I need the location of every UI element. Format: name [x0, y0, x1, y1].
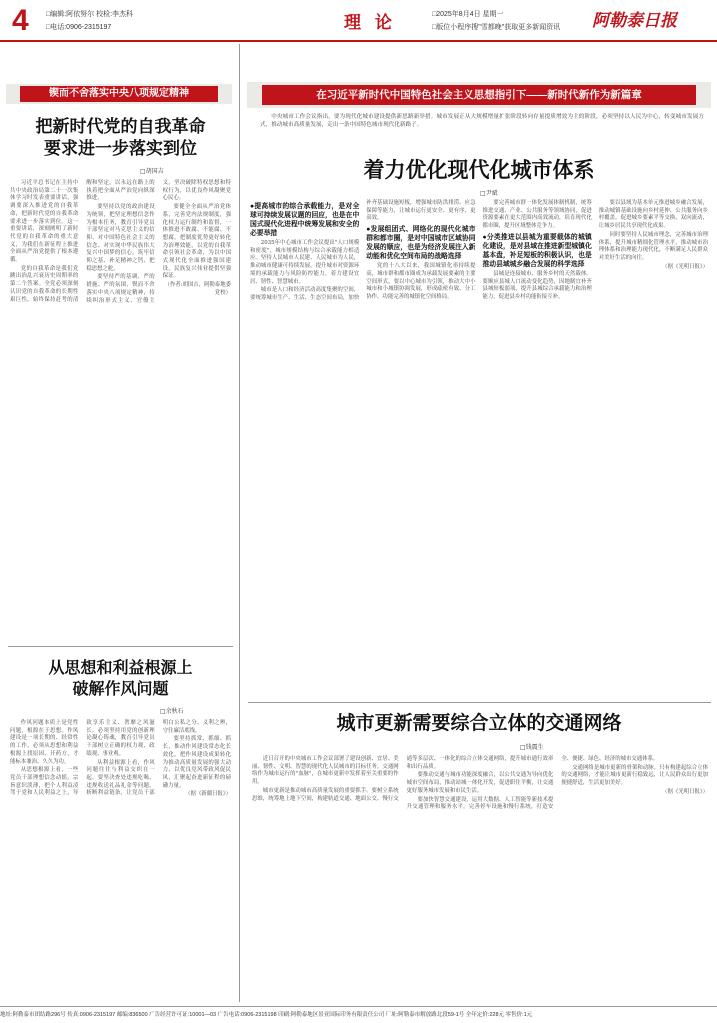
- article1-title-line2: 要求进一步落实到位: [44, 139, 197, 158]
- article1-title: [18, 116, 223, 160]
- article3-paragraph: 2035年中心城市工作会议提出"人口规模和密度"，城市规模结构与综合承载能力相适应。坚持人民城市人民建、人民城市为人民，推动城市健康可持续发展，提升城市对资源环境的承载能力与风险防控能力，着力建设宜居、韧性、智慧城市。: [250, 240, 360, 285]
- article2-source: （据《新疆日报》）: [185, 791, 231, 798]
- article3-paragraph: 城市是人口和经济活动高度集聚的空间，要统筹城市生产、生活、生态空间布局，加快补齐基础设施短板，增强城市防洪排涝、应急保障等能力，让城市运行更安全、更有序、更高效。: [250, 200, 476, 301]
- newspaper-logo: 阿勒泰日报: [592, 11, 677, 31]
- article3-paragraph: 同时要坚持人民城市理念，完善城市治理体系，提升城市精细化管理水平，推动城市治理体系和治理能力现代化，不断满足人民群众对美好生活的向往。: [598, 231, 708, 261]
- article2-title-line1: 从思想和利益根源上: [48, 660, 193, 677]
- article4-paragraph: 交通网络是城市更新的骨架和动脉。只有构建起综合立体的交通网络，才能让城市更新行稳致远，让人民群众出行更加便捷舒适，生活更加美好。: [561, 764, 708, 787]
- article3-section-heading: ●发展组团式、网络化的现代化城市群和都市圈，是对中国城市区域协同发展的顺应，也是为经济发展注入新动能和优化空间布局的战略选择: [366, 226, 476, 261]
- article3-paragraph: 要以县域为基本单元推进城乡融合发展，推动城镇基础设施向乡村延伸、公共服务向乡村覆盖，促进城乡要素平等交换、双向流动，让城乡居民共享现代化成果。: [598, 200, 708, 230]
- article4-paragraph: 要加快智慧交通建设，运用大数据、人工智能等新技术提升交通管理和服务水平，完善停车设施和慢行系统，打造安全、便捷、绿色、经济的城市交通体系。: [406, 756, 659, 811]
- article2-paragraph: 从思想根源上看，一些党员干部理想信念动摇，宗旨意识淡薄，把个人利益凌驾于党和人民利益之上，导致享乐主义、奢靡之风滋长。必须坚持用党的创新理论凝心铸魂，教育引导党员干部树立正确的权力观、政绩观、事业观。: [10, 720, 155, 797]
- page-footer: 地址:阿勒泰市团结路296号 传真:0906-2315197 邮编:836500 广告经营许可证:10001—03 广告电话:0906-2315198 印刷:阿勒泰地区景亚国际印务有限责任公司 厂址:阿勒泰市解放路北段59-1号 全年定价:228元 零售价:1元: [0, 1006, 717, 1023]
- article4-paragraph: 近日召开的中央城市工作会议部署了建设创新、宜居、美丽、韧性、文明、智慧的现代化人民城市的目标任务。交通网络作为城市运行的"血脉"，在城市更新中发挥着至关重要的作用。: [252, 756, 399, 786]
- article2-paragraph: 从利益根源上看，作风问题往往与利益交织在一起。要坚决查处违规吃喝、违规收送礼品礼金等问题，斩断利益链条，让党员干部明白公私之分、义利之辨，守住廉洁底线。: [86, 720, 231, 797]
- article3-body: [250, 200, 708, 640]
- article4-body: [252, 756, 708, 1002]
- page-number: 4: [12, 4, 29, 37]
- right-rule: [248, 702, 711, 703]
- intro-paragraph: 中央城市工作会议指出，要为现代化城市建设提供新思路新举措。城市发展正从大规模增量扩张阶段转向存量提质增效为主的阶段，必须坚持以人民为中心，转变城市发展方式，推动城市高质量发展，走出一条中国特色城市现代化新路子。: [260, 114, 704, 128]
- article2-paragraph: 作风问题本质上是党性问题，根源在于思想。作风建设是一项长期的、经常性的工作，必须从思想和利益根源上找原因、开药方，才能标本兼治、久久为功。: [10, 720, 79, 765]
- article4-paragraph: 要推动交通与城市功能深度融合，以公共交通为导向优化城市空间布局，推动站城一体化开发，促进职住平衡，让交通更好服务城市发展和市民生活。: [406, 772, 554, 794]
- article1-byline: □胡国吉: [140, 168, 164, 175]
- article1-title-line1: 把新时代党的自我革命: [35, 117, 206, 136]
- issue-date: □2025年8月4日 星期一: [432, 11, 504, 18]
- article2-byline: □余秋石: [160, 708, 184, 715]
- article3-section-heading: ●提高城市的综合承载能力，是对全球可持续发展议题的回应，也是在中国式现代化进程中统筹发展和安全的必要举措: [250, 203, 360, 237]
- left-section-band: 锲而不舍落实中央八项规定精神: [20, 86, 218, 102]
- article3-source: （据《光明日报》）: [662, 263, 708, 270]
- article1-paragraph: 要坚持以党的政治建设为统领，把坚定理想信念作为根本任务，教育引导党员干部坚定对马克思主义的信仰、对中国特色社会主义的信念、对实现中华民族伟大复兴中国梦的信心，筑牢信仰之基、补足精神之钙、把稳思想之舵。: [86, 204, 155, 272]
- article2-title: [18, 658, 223, 700]
- app-promo: □版位小程序搜"雪都晚"获取更多新闻资讯: [432, 24, 561, 31]
- article3-section-heading: ●分类推进以县城为重要载体的城镇化建设，是对县域在推进新型城镇化基本盘，补足短板的积极认识，也是推动县域城乡融合发展的科学选择: [482, 233, 592, 268]
- article3-title: 着力优化现代化城市体系: [363, 159, 595, 182]
- article4-title: 城市更新需要综合立体的交通网络: [336, 713, 622, 734]
- editor-info: □编辑:阿依努尔 校检:李杰科: [46, 11, 134, 18]
- article1-source: （作者:胡国吉，阿勒泰地委党校）: [164, 282, 231, 296]
- left-rule: [8, 646, 233, 647]
- article1-paragraph: 党的自我革命是我们党跳出治乱兴衰历史周期率的第二个答案。全党必须深刻认识党的自我革命的长期性艰巨性，始终保持赶考的清醒和坚定，以永远在路上的执着把全面从严治党向纵深推进。: [10, 180, 155, 303]
- article2-body: [10, 720, 231, 1002]
- article1-paragraph: 要坚持严的基调、严的措施、严的氛围，锲而不舍落实中央八项规定精神，持续纠治形式主义、官僚主义，坚决破除特权思想和特权行为，以优良作风凝聚党心民心。: [86, 180, 231, 304]
- article3-paragraph: 党的十八大以来，我国城镇化率持续提高，城市群和都市圈成为承载发展要素的主要空间形式。要以中心城市为引领，推动大中小城市和小城镇协调发展，形成疏密有致、分工协作、功能完善的城镇化空间格局。: [366, 263, 476, 300]
- article1-paragraph: 要健全全面从严治党体系，完善党内法规制度，强化权力运行制约和监督，一体推进不敢腐、不能腐、不想腐，把制度优势更好转化为治理效能，以党的自我革命引领社会革命，为以中国式现代化全面推进强国建设、民族复兴伟业提供坚强保证。: [162, 204, 231, 280]
- phone-info: □电话:0906-2315197: [46, 24, 112, 31]
- article4-byline: □钱震生: [520, 744, 544, 751]
- article3-byline: □尹斌: [480, 190, 498, 197]
- article2-paragraph: 要坚持抓常、抓细、抓长，推动作风建设常态化长效化，把作风建设成果转化为推动高质量发展的强大动力，以优良党风带政风促民风，汇聚起奋进新征程的磅礴力量。: [162, 736, 231, 789]
- article1-paragraph: 习近平总书记在主持中共中央政治局第二十一次集体学习时发表重要讲话，强调要深入推进党的自我革命，把新时代党的自我革命要求进一步落实到位。这一重要讲话，深刻阐明了新时代党的自我革命的重大意义，为我们在新征程上推进全面从严治党提供了根本遵循。: [10, 180, 79, 264]
- article3-paragraph: 县城是连接城市、服务乡村的天然载体。要顺应县城人口流动变化趋势，因地制宜补齐县城短板弱项，提升县城综合承载能力和治理能力，促进县乡村功能衔接互补。: [482, 270, 592, 300]
- section-title: 理 论: [344, 13, 396, 33]
- column-divider: [239, 44, 240, 1002]
- article1-body: [10, 180, 231, 620]
- right-section-band: 在习近平新时代中国特色社会主义思想指引下——新时代新作为新篇章: [262, 85, 696, 105]
- article2-title-line2: 破解作风问题: [72, 681, 169, 698]
- article3-paragraph: 要完善城市群一体化发展体制机制，统筹推进交通、产业、公共服务等领域协同，促进资源要素在更大范围内高效流动，培育现代化都市圈，提升区域整体竞争力。: [482, 200, 592, 230]
- article4-source: （据《光明日报》）: [662, 788, 708, 795]
- article4-paragraph: 城市更新是推动城市高质量发展的重要抓手。要树立系统思维，统筹地上地下空间，构建轨道交通、地面公交、慢行交通等多层次、一体化的综合立体交通网络，提升城市通行效率和出行品质。: [252, 756, 554, 802]
